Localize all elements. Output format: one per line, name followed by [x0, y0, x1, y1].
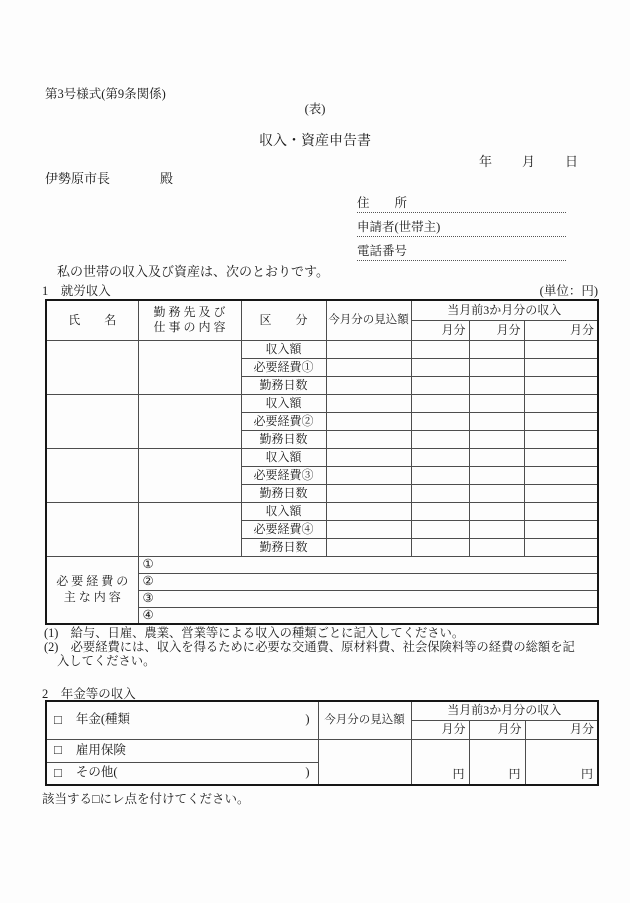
amount-cell — [524, 502, 598, 520]
amount-cell — [411, 376, 469, 394]
amount-cell — [469, 430, 524, 448]
employment-income-table — [45, 299, 599, 625]
other-paren-close: ) — [305, 765, 310, 780]
amount-cell — [469, 538, 524, 556]
category-label: 必要経費② — [241, 412, 326, 430]
category-label: 収入額 — [241, 448, 326, 466]
category-label: 必要経費① — [241, 358, 326, 376]
category-label: 勤務日数 — [241, 430, 326, 448]
contact-block — [357, 190, 566, 262]
amount-cell — [326, 340, 411, 358]
section2-heading: 2 年金等の収入 — [42, 687, 136, 701]
amount-cell — [326, 502, 411, 520]
amount-cell — [469, 466, 524, 484]
col-header-estimate: 今月分の見込額 — [326, 300, 411, 340]
date-month-label: 月 — [521, 154, 535, 169]
page-title: 収入・資産申告書 — [259, 134, 371, 149]
expenses-label-line2: 主 な 内 容 — [63, 589, 121, 604]
category-label: 必要経費③ — [241, 466, 326, 484]
workplace-input-cell — [138, 394, 241, 448]
amount-cell — [469, 484, 524, 502]
col-header-workplace-line2: 仕 事 の 内 容 — [153, 320, 226, 335]
amount-cell — [524, 520, 598, 538]
amount-cell — [524, 340, 598, 358]
checkbox-other: □ — [54, 765, 62, 781]
amount-cell — [411, 412, 469, 430]
amount-cell — [524, 376, 598, 394]
col-header-month1: 月分 — [411, 320, 469, 340]
section1-heading: 1 就労収入 — [42, 284, 111, 298]
addressee-line — [45, 168, 173, 187]
amount-cell — [326, 466, 411, 484]
amount-cell — [524, 358, 598, 376]
amount-cell — [411, 538, 469, 556]
employment-insurance-label: 雇用保険 — [75, 742, 126, 757]
amount-cell — [469, 376, 524, 394]
amount-cell — [326, 484, 411, 502]
amount-cell — [469, 394, 524, 412]
amount-cell — [326, 376, 411, 394]
col-header-workplace-line1: 勤 務 先 及 び — [153, 304, 226, 319]
amount-cell — [469, 358, 524, 376]
intro-sentence: 私の世帯の収入及び資産は、次のとおりです。 — [57, 264, 329, 279]
form-number: 第3号様式(第9条関係) — [45, 87, 166, 101]
pension-label: 年金(種類 — [75, 712, 131, 727]
name-input-cell — [46, 448, 138, 502]
phone-field: 電話番号 — [357, 238, 566, 261]
amount-cell — [469, 448, 524, 466]
pension-income-table — [45, 700, 599, 786]
amount-cell — [469, 502, 524, 520]
col-header-month2: 月分 — [469, 320, 524, 340]
amount-cell — [524, 430, 598, 448]
col-header-name: 氏 名 — [46, 300, 138, 340]
name-input-cell — [46, 502, 138, 556]
category-label: 勤務日数 — [241, 484, 326, 502]
amount-cell — [326, 358, 411, 376]
workplace-input-cell — [138, 448, 241, 502]
amount-cell — [524, 412, 598, 430]
applicant-field: 申請者(世帯主) — [357, 214, 566, 237]
amount-cell — [411, 520, 469, 538]
checkbox-pension: □ — [54, 712, 62, 728]
section1-notes — [44, 627, 604, 668]
note-line: (1) 給与、日雇、農業、営業等による収入の種類ごとに記入してください。 — [44, 626, 465, 640]
expense-detail-row: ③ — [138, 590, 598, 607]
amount-cell — [411, 394, 469, 412]
expense-detail-row: ② — [138, 573, 598, 590]
col-header-month3: 月分 — [524, 320, 598, 340]
expenses-label-cell — [46, 556, 138, 624]
workplace-input-cell — [138, 340, 241, 394]
amount-cell — [524, 538, 598, 556]
amount-cell — [469, 520, 524, 538]
date-line — [479, 151, 578, 170]
pension-type-cell — [46, 701, 318, 739]
month3-amount-cell: 円 — [525, 739, 598, 785]
name-input-cell — [46, 340, 138, 394]
col-header-recent-income: 当月前3か月分の収入 — [411, 300, 598, 320]
amount-cell — [411, 502, 469, 520]
other-income-label: その他( — [75, 765, 118, 780]
amount-cell — [411, 340, 469, 358]
amount-cell — [326, 412, 411, 430]
addressee-name: 伊勢原市長 — [45, 171, 111, 186]
other-income-cell — [46, 762, 318, 785]
amount-cell — [326, 394, 411, 412]
note-line: 入してください。 — [57, 653, 156, 668]
amount-cell — [524, 448, 598, 466]
category-label: 必要経費④ — [241, 520, 326, 538]
category-label: 収入額 — [241, 340, 326, 358]
col-header-workplace — [138, 300, 241, 340]
amount-cell — [524, 394, 598, 412]
col-header-estimate: 今月分の見込額 — [318, 701, 411, 739]
amount-cell — [469, 412, 524, 430]
employment-insurance-cell — [46, 739, 318, 762]
col-header-recent-income: 当月前3か月分の収入 — [411, 701, 598, 720]
amount-cell — [469, 340, 524, 358]
note-line: (2) 必要経費には、収入を得るために必要な交通費、原材料費、社会保険料等の経費の総額を記 — [44, 639, 575, 654]
col-header-month2: 月分 — [469, 720, 525, 739]
col-header-month3: 月分 — [525, 720, 598, 739]
col-header-month1: 月分 — [411, 720, 469, 739]
pension-paren-close: ) — [305, 712, 310, 727]
amount-cell — [411, 448, 469, 466]
date-day-label: 日 — [564, 154, 578, 169]
amount-cell — [326, 538, 411, 556]
category-label: 収入額 — [241, 502, 326, 520]
amount-cell — [326, 520, 411, 538]
name-input-cell — [46, 394, 138, 448]
checkbox-employment-insurance: □ — [54, 742, 62, 758]
checkbox-instruction: 該当する□にレ点を付けてください。 — [42, 792, 250, 806]
amount-cell — [411, 484, 469, 502]
amount-cell — [326, 448, 411, 466]
unit-note: (単位：円) — [539, 284, 598, 298]
amount-cell — [411, 466, 469, 484]
category-label: 勤務日数 — [241, 538, 326, 556]
addressee-honorific: 殿 — [160, 171, 174, 186]
amount-cell — [411, 430, 469, 448]
section1-heading-row — [42, 281, 598, 299]
month2-amount-cell: 円 — [469, 739, 525, 785]
amount-cell — [411, 358, 469, 376]
amount-cell — [326, 430, 411, 448]
address-field: 住 所 — [357, 190, 566, 213]
expenses-label-line1: 必 要 経 費 の — [56, 574, 129, 589]
category-label: 収入額 — [241, 394, 326, 412]
date-year-label: 年 — [479, 154, 493, 169]
col-header-category: 区 分 — [241, 300, 326, 340]
expense-detail-row: ① — [138, 556, 598, 573]
category-label: 勤務日数 — [241, 376, 326, 394]
side-label: (表) — [304, 102, 326, 116]
estimate-input-cell — [318, 739, 411, 785]
amount-cell — [524, 466, 598, 484]
amount-cell — [524, 484, 598, 502]
expense-detail-row: ④ — [138, 607, 598, 624]
month1-amount-cell: 円 — [411, 739, 469, 785]
workplace-input-cell — [138, 502, 241, 556]
